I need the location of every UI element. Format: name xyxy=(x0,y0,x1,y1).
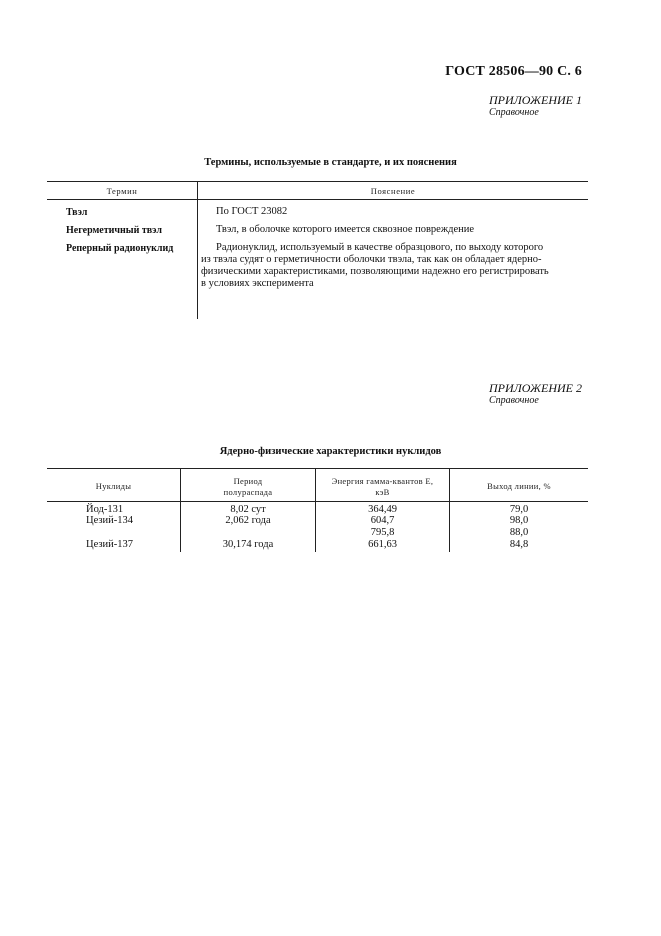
explanation-cell: Твэл, в оболочке которого имеется сквозное повреждение xyxy=(216,224,475,235)
document-code: ГОСТ 28506—90 С. 6 xyxy=(445,64,582,79)
header-energy: кэВ xyxy=(375,487,390,497)
nuclides-table-header-rule xyxy=(47,501,588,502)
nuclide-cell: Йод-131 xyxy=(86,504,124,515)
appendix-1-subtitle: Справочное xyxy=(489,107,539,118)
energy-cell: 364,49 xyxy=(368,504,397,515)
energy-cell: 661,63 xyxy=(368,539,397,550)
yield-cell: 88,0 xyxy=(509,527,529,538)
header-nuclide: Нуклиды xyxy=(95,481,132,491)
period-cell: 2,062 года xyxy=(225,515,271,526)
terms-table-header-rule xyxy=(47,199,588,200)
period-cell: 8,02 сут xyxy=(230,504,266,515)
energy-cell: 795,8 xyxy=(370,527,395,538)
yield-cell: 98,0 xyxy=(509,515,529,526)
explanation-line: в условиях эксперимента xyxy=(201,278,314,289)
header-yield: Выход линии, % xyxy=(487,481,551,491)
nuclides-table-top-rule xyxy=(47,468,588,469)
energy-cell: 604,7 xyxy=(370,515,395,526)
term-cell: Твэл xyxy=(66,207,88,218)
explanation-cell: По ГОСТ 23082 xyxy=(216,206,288,217)
terms-table-title: Термины, используемые в стандарте, и их пояснения xyxy=(204,157,457,168)
explanation-line: Радионуклид, используемый в качестве образцового, по выходу которого xyxy=(216,242,544,253)
yield-cell: 79,0 xyxy=(509,504,529,515)
header-period: полураспада xyxy=(223,487,273,497)
explanation-line: из твэла судят о герметичности оболочки твэла, так как он обладает ядерно- xyxy=(201,254,542,265)
header-period: Период xyxy=(233,476,263,486)
appendix-2-subtitle: Справочное xyxy=(489,395,539,406)
appendix-2-title: ПРИЛОЖЕНИЕ 2 xyxy=(489,381,582,395)
explanation-line: физическими характеристиками, позволяющими надежно его регистрировать xyxy=(201,266,549,277)
terms-header-explanation: Пояснение xyxy=(370,186,416,196)
terms-table-top-rule xyxy=(47,181,588,182)
term-cell: Негерметичный твэл xyxy=(66,225,162,236)
period-cell: 30,174 года xyxy=(222,539,274,550)
header-energy: Энергия гамма-квантов E, xyxy=(331,476,434,486)
appendix-1-title: ПРИЛОЖЕНИЕ 1 xyxy=(489,93,582,107)
nuclide-cell: Цезий-134 xyxy=(86,515,134,526)
term-cell: Реперный радионуклид xyxy=(66,243,174,254)
terms-header-term: Термин xyxy=(106,186,138,196)
terms-table-divider xyxy=(197,181,198,319)
nuclide-cell: Цезий-137 xyxy=(86,539,134,550)
nuclides-table-title: Ядерно-физические характеристики нуклидов xyxy=(219,446,442,457)
yield-cell: 84,8 xyxy=(509,539,529,550)
